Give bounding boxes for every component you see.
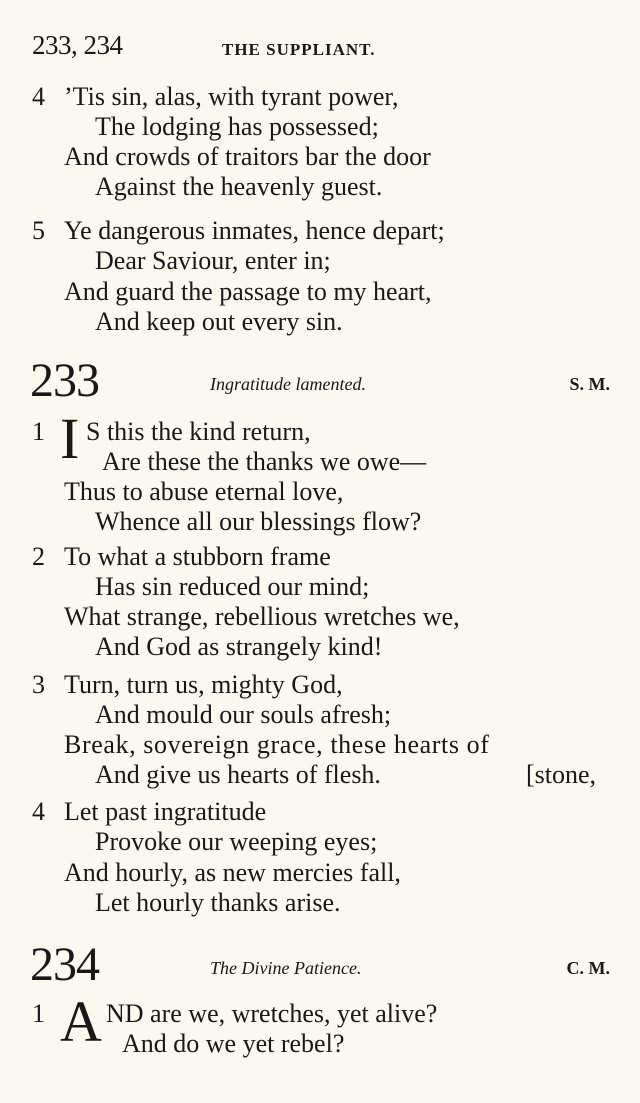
stanza-number: 4	[32, 82, 45, 111]
verse-line: And crowds of traitors bar the door	[64, 142, 431, 171]
stanza-number: 2	[32, 542, 45, 571]
verse-line: And give us hearts of flesh.	[95, 760, 381, 789]
verse-line: Provoke our weeping eyes;	[95, 827, 378, 856]
verse-line: Thus to abuse eternal love,	[64, 477, 344, 506]
verse-line: Dear Saviour, enter in;	[95, 246, 331, 275]
stanza-number: 5	[32, 216, 45, 245]
verse-line: Turn, turn us, mighty God,	[64, 670, 343, 699]
hymn-title: The Divine Patience.	[210, 958, 362, 978]
verse-line: Break, sovereign grace, these hearts of	[64, 730, 490, 759]
verse-line: The lodging has possessed;	[95, 112, 379, 141]
verse-line: S this the kind return,	[86, 417, 311, 446]
hymn-meter: S. M.	[569, 374, 610, 394]
stanza-number: 3	[32, 670, 45, 699]
verse-line: ND are we, wretches, yet alive?	[106, 999, 438, 1028]
verse-line: Let hourly thanks arise.	[95, 888, 341, 917]
hymn-meter: C. M.	[566, 958, 610, 978]
verse-line: And keep out every sin.	[95, 307, 343, 336]
verse-line: Ye dangerous inmates, hence depart;	[64, 216, 445, 245]
hymn-number: 234	[30, 938, 99, 991]
verse-line: And hourly, as new mercies fall,	[64, 858, 401, 887]
stanza-number: 4	[32, 797, 45, 826]
verse-line: Whence all our blessings flow?	[95, 507, 422, 536]
verse-line: Against the heavenly guest.	[95, 172, 383, 201]
hymn-233-heading	[30, 356, 620, 406]
running-title: THE SUPPLIANT.	[222, 40, 376, 59]
page-header	[32, 30, 592, 66]
hymn-title: Ingratitude lamented.	[210, 374, 366, 394]
stanza-number: 1	[32, 417, 45, 446]
verse-line: And mould our souls afresh;	[95, 700, 392, 729]
verse-line: ’Tis sin, alas, with tyrant power,	[64, 82, 399, 111]
stanza-number: 1	[32, 999, 45, 1028]
verse-line: Has sin reduced our mind;	[95, 572, 370, 601]
drop-cap: A	[60, 989, 102, 1054]
hymn-234-heading	[30, 940, 620, 990]
verse-line: To what a stubborn frame	[64, 542, 331, 571]
verse-line: And God as strangely kind!	[95, 632, 383, 661]
hymn-number: 233	[30, 354, 99, 407]
drop-cap: I	[60, 406, 80, 471]
verse-line: And guard the passage to my heart,	[64, 277, 432, 306]
verse-line: Let past ingratitude	[64, 797, 267, 826]
verse-line: What strange, rebellious wretches we,	[64, 602, 460, 631]
verse-line: And do we yet rebel?	[122, 1029, 345, 1058]
turnover-word: [stone,	[526, 760, 597, 789]
verse-line: Are these the thanks we owe—	[102, 447, 427, 476]
header-hymn-numbers: 233, 234	[32, 30, 123, 60]
